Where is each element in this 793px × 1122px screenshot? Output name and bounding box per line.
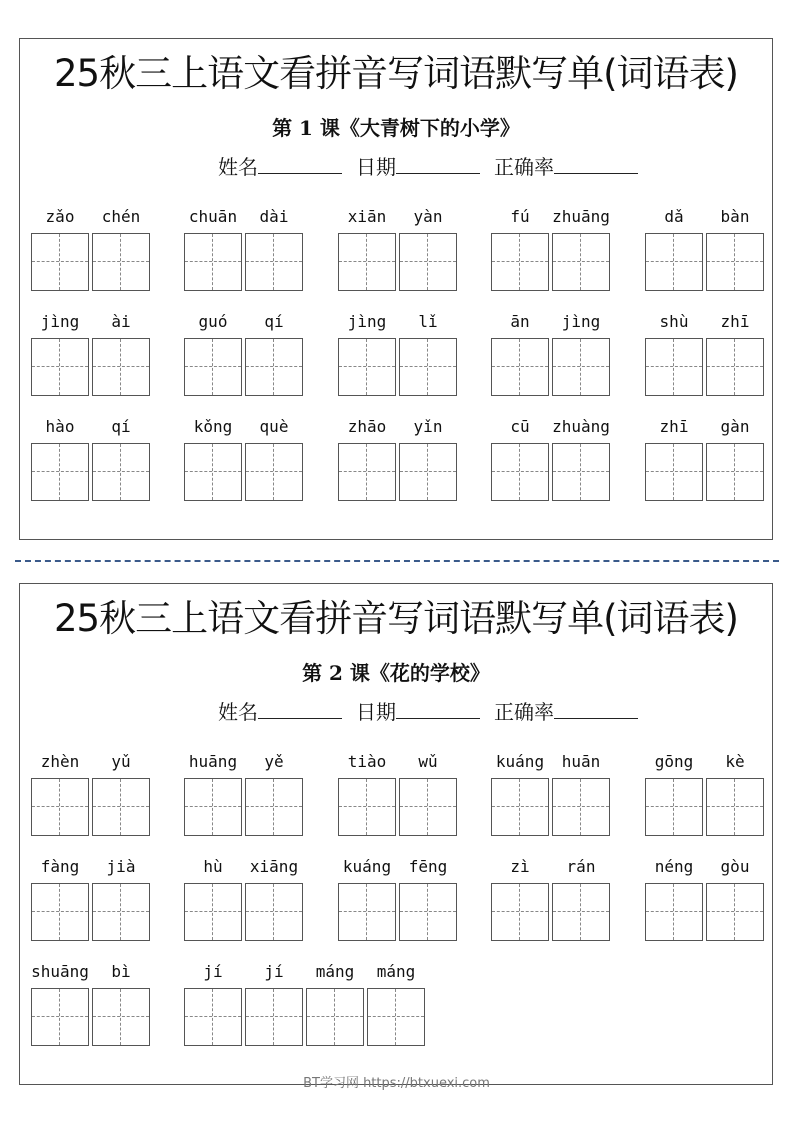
pinyin-label: bì (111, 962, 131, 981)
pinyin-label: yǔ (111, 752, 131, 771)
word-item (31, 207, 153, 297)
writing-box[interactable] (706, 778, 764, 836)
word-item (645, 752, 767, 842)
word-grid (20, 584, 772, 1084)
writing-box[interactable] (338, 233, 396, 291)
writing-box[interactable] (184, 988, 242, 1046)
writing-box[interactable] (31, 443, 89, 501)
name-label: 姓名 (218, 155, 258, 179)
word-item (184, 962, 428, 1052)
writing-box[interactable] (338, 443, 396, 501)
pinyin-label: tiào (347, 752, 387, 771)
writing-box[interactable] (706, 443, 764, 501)
writing-box[interactable] (399, 778, 457, 836)
pinyin-label: hù (203, 857, 223, 876)
word-item (491, 207, 613, 297)
writing-box[interactable] (552, 443, 610, 501)
writing-box[interactable] (706, 338, 764, 396)
pinyin-label: zhī (720, 312, 750, 331)
writing-box[interactable] (491, 778, 549, 836)
pinyin-label: kuáng (495, 752, 545, 771)
writing-box[interactable] (92, 443, 150, 501)
writing-box[interactable] (552, 883, 610, 941)
pinyin-label: yǐn (413, 417, 443, 436)
word-item (184, 752, 306, 842)
word-item (31, 857, 153, 947)
writing-box[interactable] (245, 338, 303, 396)
word-grid (20, 39, 772, 539)
writing-box[interactable] (184, 883, 242, 941)
word-item (645, 207, 767, 297)
pinyin-label: fēng (408, 857, 448, 876)
pinyin-label: gōng (654, 752, 694, 771)
word-item (338, 857, 460, 947)
pinyin-label: qí (264, 312, 284, 331)
pinyin-label: xiān (347, 207, 387, 226)
writing-box[interactable] (399, 338, 457, 396)
pinyin-label: chuān (188, 207, 238, 226)
writing-box[interactable] (184, 778, 242, 836)
writing-box[interactable] (92, 338, 150, 396)
pinyin-label: kuáng (342, 857, 392, 876)
word-item (184, 857, 306, 947)
writing-box[interactable] (491, 883, 549, 941)
writing-box[interactable] (245, 988, 303, 1046)
name-label: 姓名 (218, 700, 258, 724)
pinyin-label: ài (111, 312, 131, 331)
pinyin-label: máng (376, 962, 416, 981)
pinyin-label: qí (111, 417, 131, 436)
pinyin-label: shuāng (31, 962, 89, 981)
pinyin-label: jí (203, 962, 223, 981)
pinyin-label: ān (510, 312, 530, 331)
pinyin-label: fú (510, 207, 530, 226)
writing-box[interactable] (245, 778, 303, 836)
word-item (645, 312, 767, 402)
writing-box[interactable] (245, 883, 303, 941)
pinyin-label: zǎo (45, 207, 75, 226)
writing-box[interactable] (31, 778, 89, 836)
worksheet-section-1 (19, 38, 773, 540)
pinyin-label: huān (561, 752, 601, 771)
writing-box[interactable] (245, 443, 303, 501)
writing-box[interactable] (184, 443, 242, 501)
writing-box[interactable] (92, 778, 150, 836)
writing-box[interactable] (399, 883, 457, 941)
worksheet-section-2 (19, 583, 773, 1085)
pinyin-label: rán (566, 857, 596, 876)
writing-box[interactable] (645, 338, 703, 396)
writing-box[interactable] (706, 233, 764, 291)
word-item (31, 312, 153, 402)
accuracy-label: 正确率 (494, 700, 554, 724)
writing-box[interactable] (491, 338, 549, 396)
word-item (338, 752, 460, 842)
pinyin-label: fàng (40, 857, 80, 876)
pinyin-label: máng (315, 962, 355, 981)
pinyin-label: gàn (720, 417, 750, 436)
writing-box[interactable] (706, 883, 764, 941)
writing-box[interactable] (31, 883, 89, 941)
word-item (491, 312, 613, 402)
writing-box[interactable] (645, 883, 703, 941)
writing-box[interactable] (399, 233, 457, 291)
date-label: 日期 (356, 700, 396, 724)
writing-box[interactable] (92, 233, 150, 291)
pinyin-label: yě (264, 752, 284, 771)
pinyin-label: wǔ (418, 752, 438, 771)
word-item (491, 752, 613, 842)
word-item (338, 312, 460, 402)
pinyin-label: dài (259, 207, 289, 226)
lesson-title: 第 1 课《大青树下的小学》 (272, 116, 520, 140)
word-item (645, 857, 767, 947)
writing-box[interactable] (306, 988, 364, 1046)
pinyin-label: dǎ (664, 207, 684, 226)
word-item (338, 417, 460, 507)
pinyin-label: zhāo (347, 417, 387, 436)
pinyin-label: néng (654, 857, 694, 876)
pinyin-label: yàn (413, 207, 443, 226)
word-item (31, 417, 153, 507)
pinyin-label: kè (725, 752, 745, 771)
writing-box[interactable] (245, 233, 303, 291)
writing-box[interactable] (552, 778, 610, 836)
writing-box[interactable] (645, 443, 703, 501)
writing-box[interactable] (491, 233, 549, 291)
word-item (645, 417, 767, 507)
word-item (31, 962, 153, 1052)
writing-box[interactable] (92, 883, 150, 941)
pinyin-label: hào (45, 417, 75, 436)
pinyin-label: shù (659, 312, 689, 331)
writing-box[interactable] (184, 338, 242, 396)
pinyin-label: gòu (720, 857, 750, 876)
pinyin-label: zhuāng (552, 207, 610, 226)
pinyin-label: guó (198, 312, 228, 331)
lesson-title: 第 2 课《花的学校》 (302, 661, 490, 685)
pinyin-label: jìng (561, 312, 601, 331)
pinyin-label: jìng (40, 312, 80, 331)
writing-box[interactable] (645, 778, 703, 836)
writing-box[interactable] (399, 443, 457, 501)
pinyin-label: kǒng (193, 417, 233, 436)
pinyin-label: zhī (659, 417, 689, 436)
word-item (31, 752, 153, 842)
writing-box[interactable] (338, 338, 396, 396)
writing-box[interactable] (31, 233, 89, 291)
pinyin-label: jìng (347, 312, 387, 331)
writing-box[interactable] (338, 778, 396, 836)
word-item (338, 207, 460, 297)
writing-box[interactable] (552, 338, 610, 396)
writing-box[interactable] (92, 988, 150, 1046)
word-item (184, 312, 306, 402)
writing-box[interactable] (367, 988, 425, 1046)
writing-box[interactable] (338, 883, 396, 941)
writing-box[interactable] (552, 233, 610, 291)
pinyin-label: xiāng (249, 857, 299, 876)
writing-box[interactable] (31, 988, 89, 1046)
pinyin-label: chén (101, 207, 141, 226)
pinyin-label: què (259, 417, 289, 436)
pinyin-label: jià (106, 857, 136, 876)
word-item (491, 857, 613, 947)
pinyin-label: cū (510, 417, 530, 436)
writing-box[interactable] (31, 338, 89, 396)
writing-box[interactable] (184, 233, 242, 291)
cut-line-divider (15, 560, 779, 562)
pinyin-label: bàn (720, 207, 750, 226)
word-item (184, 417, 306, 507)
pinyin-label: zhuàng (552, 417, 610, 436)
writing-box[interactable] (491, 443, 549, 501)
writing-box[interactable] (645, 233, 703, 291)
date-label: 日期 (356, 155, 396, 179)
pinyin-label: huāng (188, 752, 238, 771)
worksheet-title: 25秋三上语文看拼音写词语默写单(词语表) (54, 597, 738, 640)
pinyin-label: lǐ (418, 312, 438, 331)
worksheet-title: 25秋三上语文看拼音写词语默写单(词语表) (54, 52, 738, 95)
pinyin-label: zhèn (40, 752, 80, 771)
footer-watermark: BT学习网 https://btxuexi.com (303, 1076, 490, 1091)
word-item (491, 417, 613, 507)
word-item (184, 207, 306, 297)
pinyin-label: zì (510, 857, 530, 876)
accuracy-label: 正确率 (494, 155, 554, 179)
pinyin-label: jí (264, 962, 284, 981)
